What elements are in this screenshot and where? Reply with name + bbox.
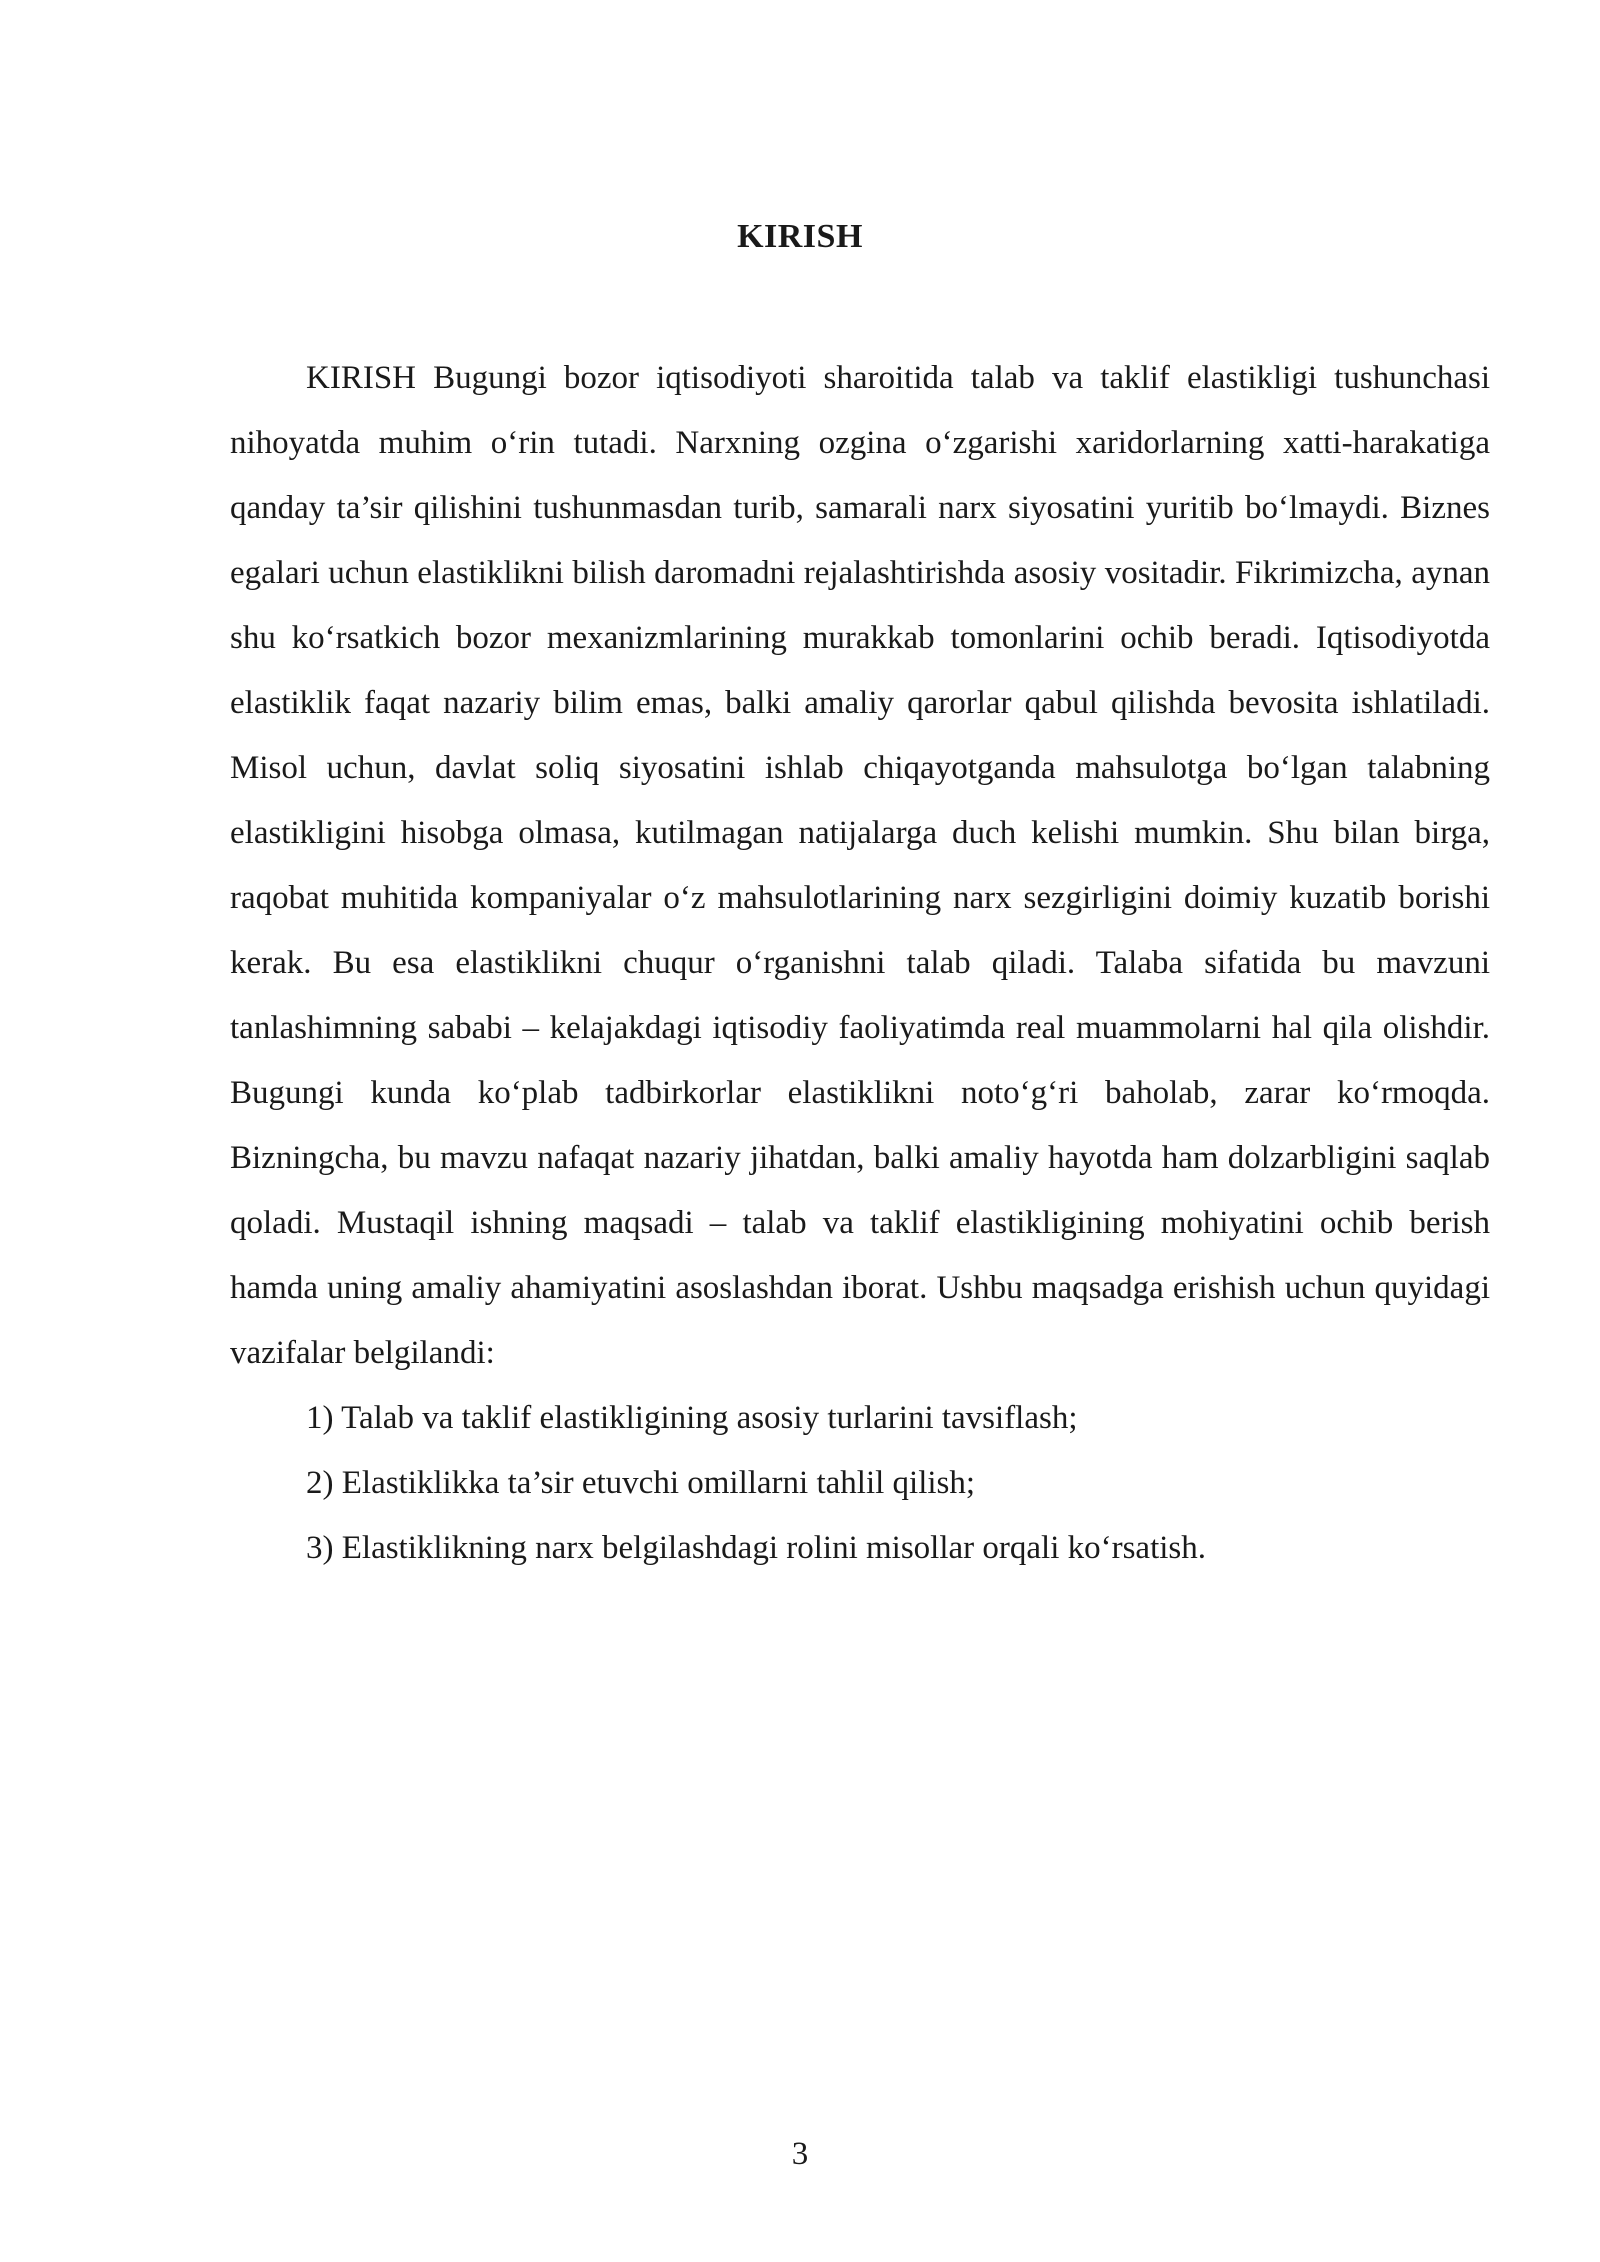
body-text (230, 346, 1490, 1581)
list-item: 3) Elastiklikning narx belgilashdagi rolini misollar orqali ko‘rsatish. (306, 1530, 1207, 1566)
list-item: 1) Talab va taklif elastikligining asosiy turlarini tavsiflash; (306, 1400, 1078, 1436)
list-item: 2) Elastiklikka ta’sir etuvchi omillarni tahlil qilish; (306, 1465, 976, 1501)
page-title: KIRISH (737, 218, 863, 255)
intro-paragraph: KIRISH Bugungi bozor iqtisodiyoti sharoitida talab va taklif elastikligi tushunchasi nihoyatda muhim o‘rin tutadi. Narxning ozgina o‘zgarishi xaridorlarning xatti-harakatiga qanday ta’sir qilishini tushunmasdan turib, samarali narx siyosatini yuritib bo‘lmaydi. Biznes egalari uchun elastiklikni bilish daromadni rejalashtirishda asosiy vositadir. Fikrimizcha, aynan shu ko‘rsatkich bozor mexanizmlarining murakkab tomonlarini ochib beradi. Iqtisodiyotda elastiklik faqat nazariy bilim emas, balki amaliy qarorlar qabul qilishda bevosita ishlatiladi. Misol uchun, davlat soliq siyosatini ishlab chiqayotganda mahsulotga bo‘lgan talabning elastikligini hisobga olmasa, kutilmagan natijalarga duch kelishi mumkin. Shu bilan birga, raqobat muhitida kompaniyalar o‘z mahsulotlarining narx sezgirligini doimiy kuzatib borishi kerak. Bu esa elastiklikni chuqur o‘rganishni talab qiladi. Talaba sifatida bu mavzuni tanlashimning sababi – kelajakdagi iqtisodiy faoliyatimda real muammolarni hal qila olishdir. Bugungi kunda ko‘plab tadbirkorlar elastiklikni noto‘g‘ri baholab, zarar ko‘rmoqda. Bizningcha, bu mavzu nafaqat nazariy jihatdan, balki amaliy hayotda ham dolzarbligini saqlab qoladi. Mustaqil ishning maqsadi – talab va taklif elastikligining mohiyatini ochib berish hamda uning amaliy ahamiyatini asoslashdan iborat. Ushbu maqsadga erishish uchun quyidagi vazifalar belgilandi: (230, 360, 1490, 1371)
page-number: 3 (791, 2136, 809, 2172)
